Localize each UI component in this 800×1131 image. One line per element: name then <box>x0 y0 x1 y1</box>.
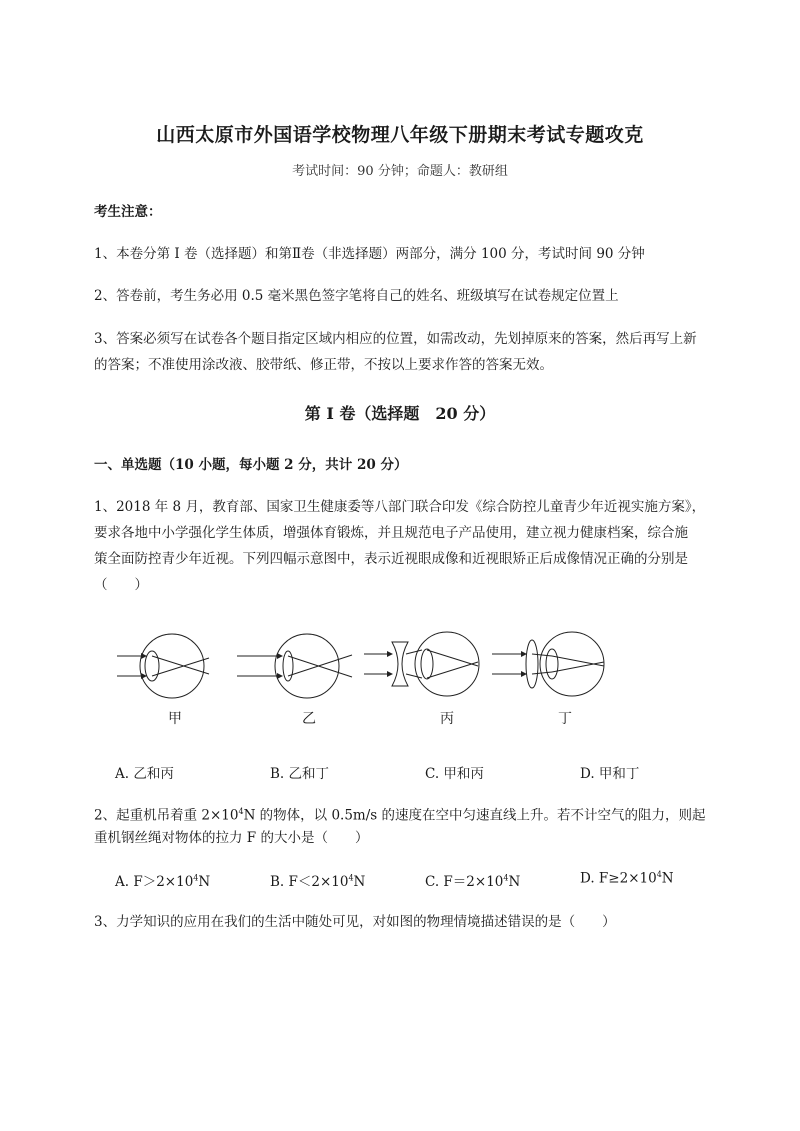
question-1-text: 要求各地中小学强化学生体质，增强体育锻炼，并且规范电子产品使用，建立视力健康档案，综合施 <box>94 525 688 541</box>
figure-label-bing: 丙 <box>440 711 454 727</box>
figure-label-yi: 乙 <box>302 711 316 727</box>
exam-title: 山西太原市外国语学校物理八年级下册期末考试专题攻克 <box>156 124 644 146</box>
question-1-text: （ ） <box>94 577 148 593</box>
question-2-option-b[interactable]: B. $F<2\times 10^4N$ <box>270 873 366 890</box>
question-2-text: 2、起重机吊着重 $2\times 10^4N$ 的物体，以 0.5m/s 的速度在空中匀速直线上升。若不计空气的阻力，则起 <box>94 807 706 824</box>
question-1-option-d[interactable]: D. 甲和丁 <box>580 766 640 782</box>
question-2-option-c[interactable]: C. $F=2\times 10^4N$ <box>425 873 521 890</box>
notice-item: 的答案；不准使用涂改液、胶带纸、修正带，不按以上要求作答的答案无效。 <box>94 357 553 373</box>
part-heading: 一、单选题（10 小题，每小题 2 分，共计 20 分） <box>94 457 408 473</box>
question-1-option-b[interactable]: B. 乙和丁 <box>270 766 330 782</box>
question-1-text: 1、2018 年 8 月，教育部、国家卫生健康委等八部门联合印发《综合防控儿童青少年近视实施方案》， <box>94 499 706 515</box>
notice-heading: 考生注意： <box>94 204 162 220</box>
figure-label-jia: 甲 <box>168 711 182 727</box>
figure-label-ding: 丁 <box>558 711 572 727</box>
question-2-text: 重机钢丝绳对物体的拉力 F 的大小是（ ） <box>94 830 369 846</box>
question-3-text: 3、力学知识的应用在我们的生活中随处可见，对如图的物理情境描述错误的是（ ） <box>94 914 616 930</box>
eye-diagram-figure <box>112 620 632 730</box>
question-1-option-c[interactable]: C. 甲和丙 <box>425 766 484 782</box>
eye-diagram-bing <box>364 632 479 696</box>
question-1-text: 策全面防控青少年近视。下列四幅示意图中，表示近视眼成像和近视眼矫正后成像情况正确的分别是 <box>94 551 688 567</box>
notice-item: 3、答案必须写在试卷各个题目指定区域内相应的位置，如需改动，先划掉原来的答案，然后再写上新 <box>94 331 697 347</box>
notice-item: 2、答卷前，考生务必用 0.5 毫米黑色签字笔将自己的姓名、班级填写在试卷规定位置上 <box>94 288 619 304</box>
notice-item: 1、本卷分第 I 卷（选择题）和第Ⅱ卷（非选择题）两部分，满分 100 分，考试时间 90 分钟 <box>94 246 645 262</box>
section-title: 第 I 卷（选择题 20 分） <box>304 404 496 423</box>
question-1-option-a[interactable]: A. 乙和丙 <box>115 766 174 782</box>
eye-diagram-ding <box>492 632 604 696</box>
question-2-option-a[interactable]: A. $F>2\times 10^4N$ <box>115 873 211 890</box>
exam-subtitle: 考试时间：90 分钟；命题人：教研组 <box>292 164 508 179</box>
question-2-option-d[interactable]: D. $F\ge 2\times 10^4N$ <box>580 870 674 887</box>
eye-diagram-jia <box>117 634 209 698</box>
eye-diagram-yi <box>237 634 352 698</box>
